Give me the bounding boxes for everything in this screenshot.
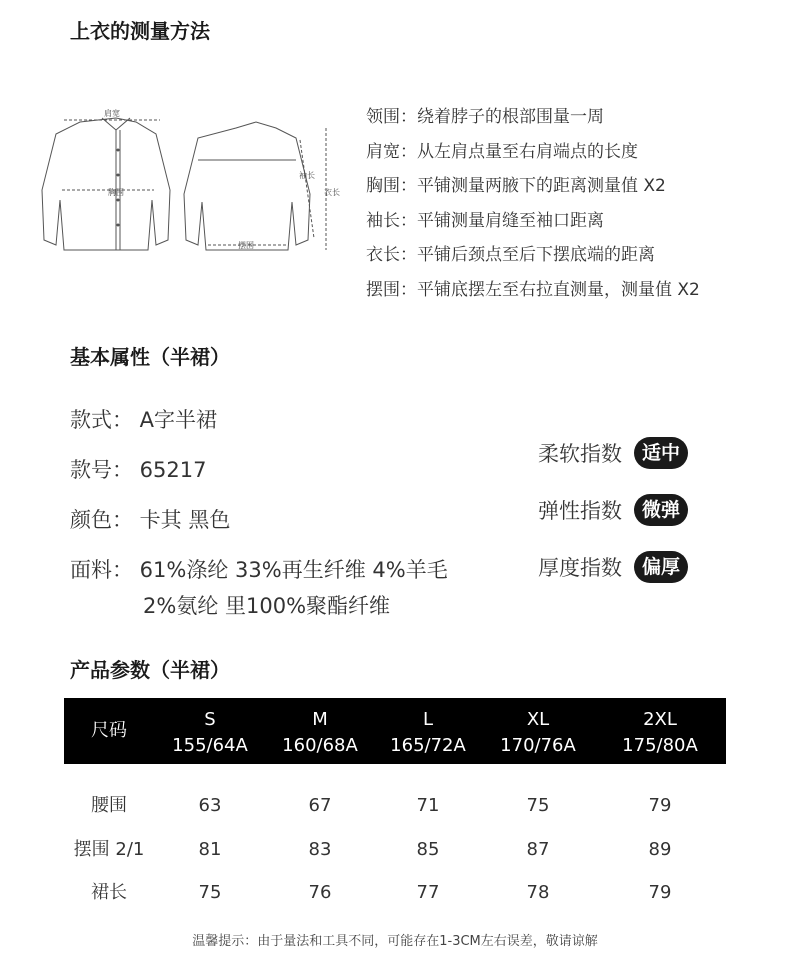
index-elasticity (538, 493, 688, 527)
index-label: 柔软指数 (538, 442, 622, 466)
measure-item: 衣长：平铺后颈点至后下摆底端的距离 (366, 245, 655, 265)
measure-item: 领围：绕着脖子的根部围量一周 (366, 107, 604, 127)
size-header-label: 尺码 (91, 720, 127, 741)
table-cell: 67 (308, 795, 332, 816)
size-name: L (422, 709, 434, 730)
attributes-title: 基本属性（半裙） (70, 345, 230, 369)
size-name: 2XL (643, 709, 677, 730)
index-label: 弹性指数 (538, 499, 622, 523)
attr-model: 款号： 65217 (70, 458, 207, 482)
attr-fabric: 面料： 61%涤纶 33%再生纤维 4%羊毛 (70, 558, 448, 582)
table-cell: 85 (416, 839, 440, 860)
index-badge: 微弹 (634, 494, 688, 526)
size-spec: 155/64A (172, 735, 248, 756)
table-cell: 77 (416, 882, 440, 903)
size-column-header (378, 698, 478, 764)
row-label: 摆围 2/1 (73, 839, 145, 860)
size-name: S (204, 709, 216, 730)
index-softness (538, 436, 688, 470)
table-cell: 76 (308, 882, 332, 903)
index-badge: 偏厚 (634, 551, 688, 583)
size-column-header (160, 698, 260, 764)
measure-item: 肩宽：从左肩点量至右肩端点的长度 (366, 141, 638, 162)
row-label: 裙长 (91, 882, 127, 903)
table-cell: 89 (648, 839, 672, 860)
table-row (64, 828, 726, 872)
size-column-header (610, 698, 710, 764)
table-cell: 83 (308, 839, 332, 860)
size-spec: 160/68A (282, 735, 358, 756)
attr-fabric-continued: 2%氨纶 里100%聚酯纤维 (143, 594, 391, 618)
table-cell: 71 (416, 795, 440, 816)
table-cell: 75 (198, 882, 222, 903)
table-row (64, 871, 726, 915)
size-spec: 175/80A (622, 735, 698, 756)
table-cell: 79 (648, 795, 672, 816)
diagram-label-length: 衣长 (324, 188, 340, 197)
table-cell: 78 (526, 882, 550, 903)
table-cell: 63 (198, 795, 222, 816)
row-label: 腰围 (91, 795, 127, 816)
size-table-header (64, 698, 726, 764)
diagram-label-shoulder: 肩宽 (104, 109, 120, 118)
params-title: 产品参数（半裙） (70, 658, 230, 682)
diagram-label-sleeve: 袖长 (299, 171, 315, 180)
attr-style: 款式： A字半裙 (70, 408, 218, 432)
table-cell: 79 (648, 882, 672, 903)
footnote: 温馨提示：由于量法和工具不同，可能存在1-3CM左右误差，敬请谅解 (192, 934, 598, 949)
measure-item: 胸围：平铺测量两腋下的距离测量值 X2 (366, 176, 666, 196)
shirt-measurement-diagram (24, 100, 344, 270)
table-cell: 75 (526, 795, 550, 816)
size-column-header (270, 698, 370, 764)
table-cell: 87 (526, 839, 550, 860)
measure-item: 袖长：平铺测量肩缝至袖口距离 (366, 210, 604, 231)
size-spec: 170/76A (500, 735, 576, 756)
measure-section-title: 上衣的测量方法 (70, 19, 210, 43)
diagram-label-chest: 胸围 (108, 188, 124, 197)
index-label: 厚度指数 (538, 556, 622, 580)
measure-list (366, 100, 786, 307)
index-badge: 适中 (634, 437, 688, 469)
table-row (64, 784, 726, 828)
size-name: M (312, 709, 328, 730)
diagram-label-hem: 摆围 (238, 241, 254, 250)
size-column-header (488, 698, 588, 764)
index-thickness (538, 550, 688, 584)
table-cell: 81 (198, 839, 222, 860)
size-spec: 165/72A (390, 735, 466, 756)
attr-color: 颜色： 卡其 黑色 (70, 508, 231, 532)
measure-item: 摆围：平铺底摆左至右拉直测量，测量值 X2 (366, 279, 700, 300)
size-name: XL (526, 709, 550, 730)
